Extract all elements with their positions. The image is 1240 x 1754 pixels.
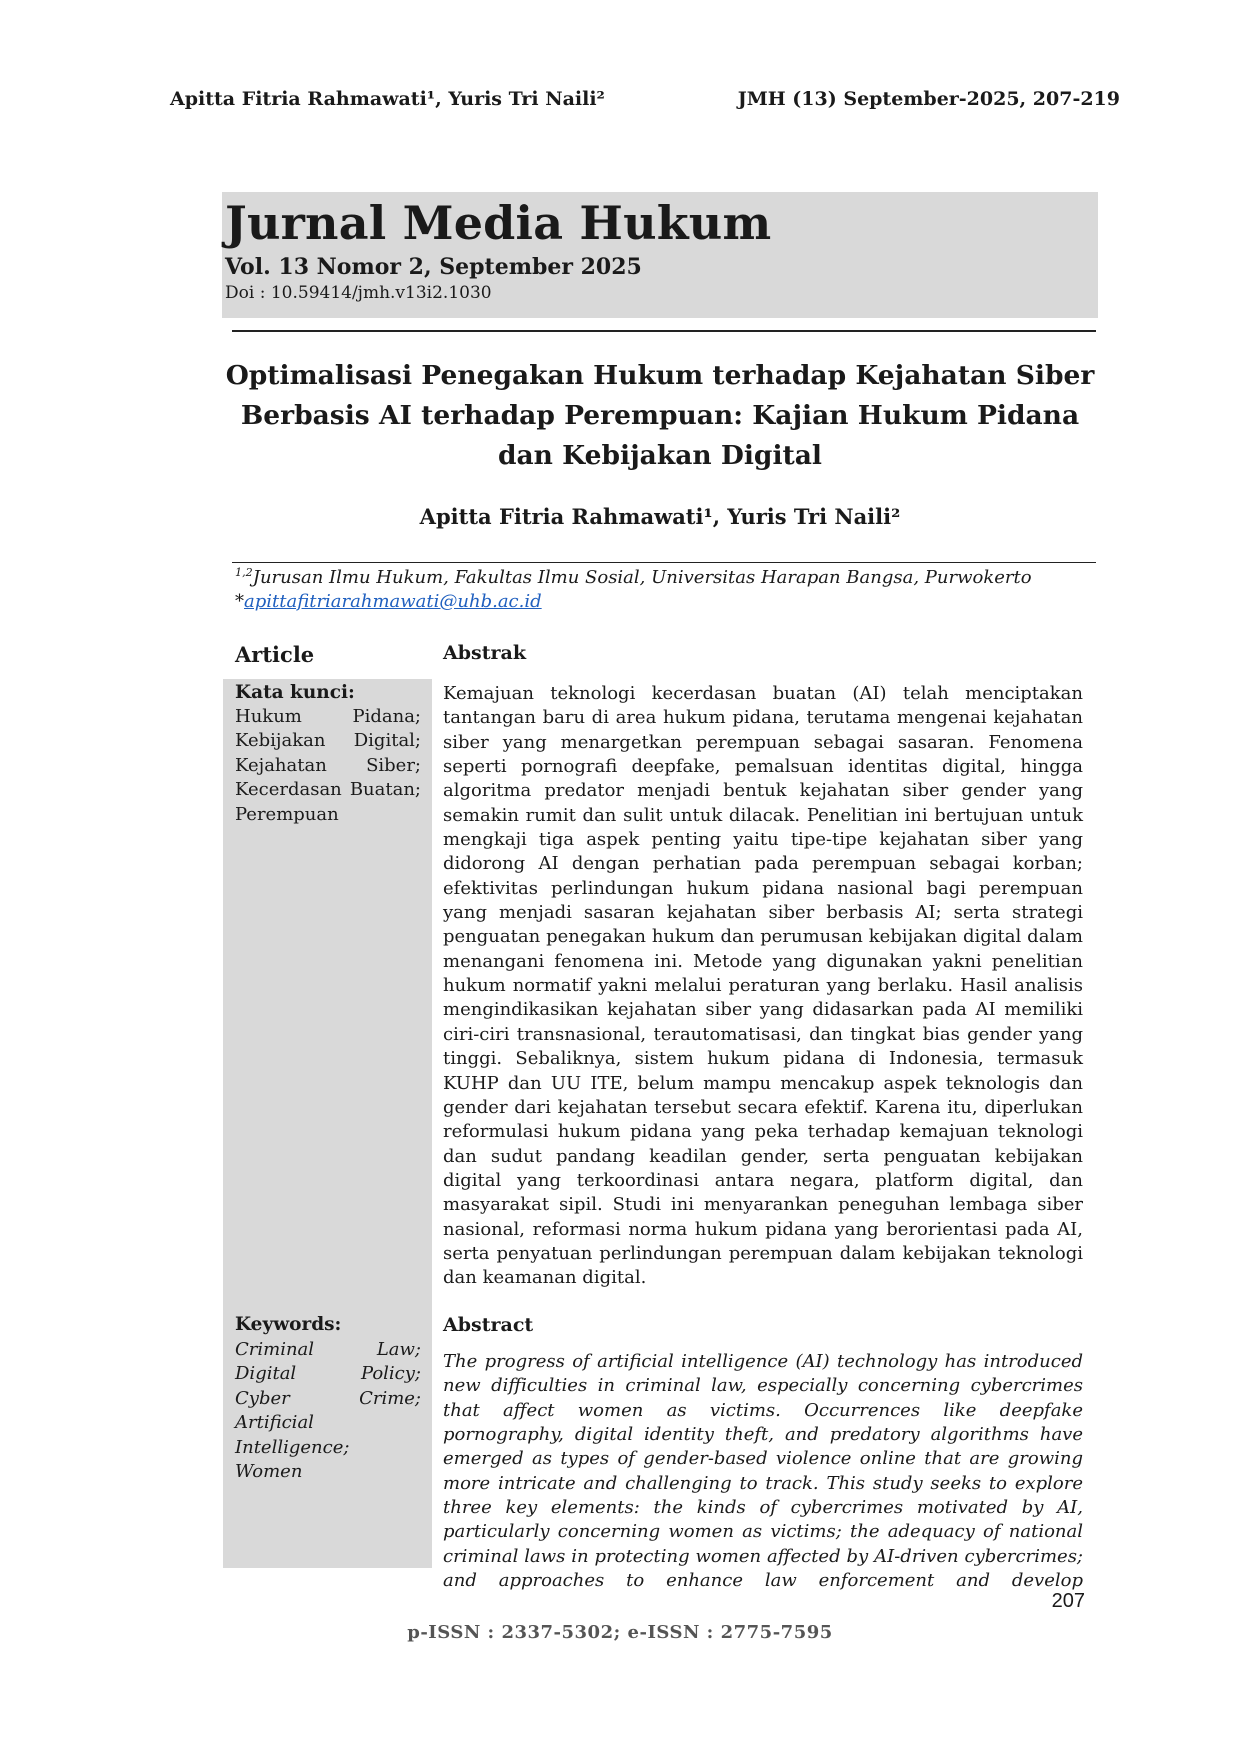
affiliation-marks: 1,2 [235, 566, 253, 579]
journal-title: Jurnal Media Hukum [225, 196, 772, 250]
running-head-authors: Apitta Fitria Rahmawati¹, Yuris Tri Naili² [170, 88, 605, 110]
keywords-list: Criminal Law; Digital Policy; Cyber Crime; Artificial Intelligence; Women [235, 1339, 421, 1483]
doi: Doi : 10.59414/jmh.v13i2.1030 [225, 283, 492, 303]
abstrak-label: Abstrak [443, 642, 526, 664]
kata-kunci-list: Hukum Pidana; Kebijakan Digital; Kejahatan Siber; Kecerdasan Buatan; Perempuan [235, 706, 421, 825]
paper-authors: Apitta Fitria Rahmawati¹, Yuris Tri Naili² [419, 504, 901, 529]
journal-volume: Vol. 13 Nomor 2, September 2025 [225, 254, 642, 280]
page-number: 207 [1051, 1590, 1085, 1612]
keywords-label: Keywords: [235, 1314, 342, 1335]
abstract-label: Abstract [443, 1314, 534, 1336]
email-link[interactable]: apittafitriarahmawati@uhb.ac.id [244, 591, 542, 612]
affiliation-divider [232, 562, 1096, 563]
email-asterisk: * [235, 591, 244, 612]
affiliation-text: Jurusan Ilmu Hukum, Fakultas Ilmu Sosial, Universitas Harapan Bangsa, Purwokerto [252, 567, 1032, 588]
issn-footer: p-ISSN : 2337-5302; e-ISSN : 2775-7595 [407, 1622, 833, 1643]
affiliation [235, 567, 1032, 588]
paper-title: Optimalisasi Penegakan Hukum terhadap Kejahatan Siber Berbasis AI terhadap Perempuan: Kajian Hukum Pidana dan Kebijakan Digital [225, 360, 1095, 471]
masthead-divider [232, 330, 1096, 332]
corresponding-email [235, 591, 542, 612]
abstrak-text: Kemajuan teknologi kecerdasan buatan (AI) telah menciptakan tantangan baru di area hukum pidana, terutama mengenai kejahatan siber yang menargetkan perempuan sebagai sasaran. Fenomena seperti pornografi deepfake, pemalsuan identitas digital, hingga algoritma predator menjadi bentuk kejahatan siber gender yang semakin rumit dan sulit untuk dilacak. Penelitian ini bertujuan untuk mengkaji tiga aspek penting yaitu tipe-tipe kejahatan siber yang didorong AI dengan perhatian pada perempuan sebagai korban; efektivitas perlindungan hukum pidana nasional bagi perempuan yang menjadi sasaran kejahatan siber berbasis AI; serta strategi penguatan penegakan hukum dan perumusan kebijakan digital dalam menangani fenomena ini. Metode yang digunakan yakni penelitian hukum normatif yakni melalui peraturan yang berlaku. Hasil analisis mengindikasikan kejahatan siber yang didasarkan pada AI memiliki ciri-ciri transnasional, terautomatisasi, dan tingkat bias gender yang tinggi. Sebaliknya, sistem hukum pidana di Indonesia, termasuk KUHP dan UU ITE, belum mampu mencakup aspek teknologis dan gender dari kejahatan tersebut secara efektif. Karena itu, diperlukan reformulasi hukum pidana yang peka terhadap kemajuan teknologi dan sudut pandang keadilan gender, serta penguatan kebijakan digital yang terkoordinasi antara negara, platform digital, dan masyarakat sipil. Studi ini menyarankan peneguhan lembaga siber nasional, reformasi norma hukum pidana yang berorientasi pada AI, serta penyatuan perlindungan perempuan dalam kebijakan teknologi dan keamanan digital. [443, 683, 1083, 1289]
abstract-text: The progress of artificial intelligence (AI) technology has introduced new difficulties in criminal law, especially concerning cybercrimes that affect women as victims. Occurrences like deepfake pornography, digital identity theft, and predatory algorithms have emerged as types of gender-based violence online that are growing more intricate and challenging to track. This study seeks to explore three key elements: the kinds of cybercrimes motivated by AI, particularly concerning women as victims; the adequacy of national criminal laws in protecting women affected by AI-driven cybercrimes; and approaches to enhance law enforcement and develop [443, 1351, 1083, 1592]
kata-kunci-label: Kata kunci: [235, 682, 355, 703]
running-head-journal-ref: JMH (13) September-2025, 207-219 [737, 88, 1120, 110]
article-label: Article [235, 642, 315, 667]
